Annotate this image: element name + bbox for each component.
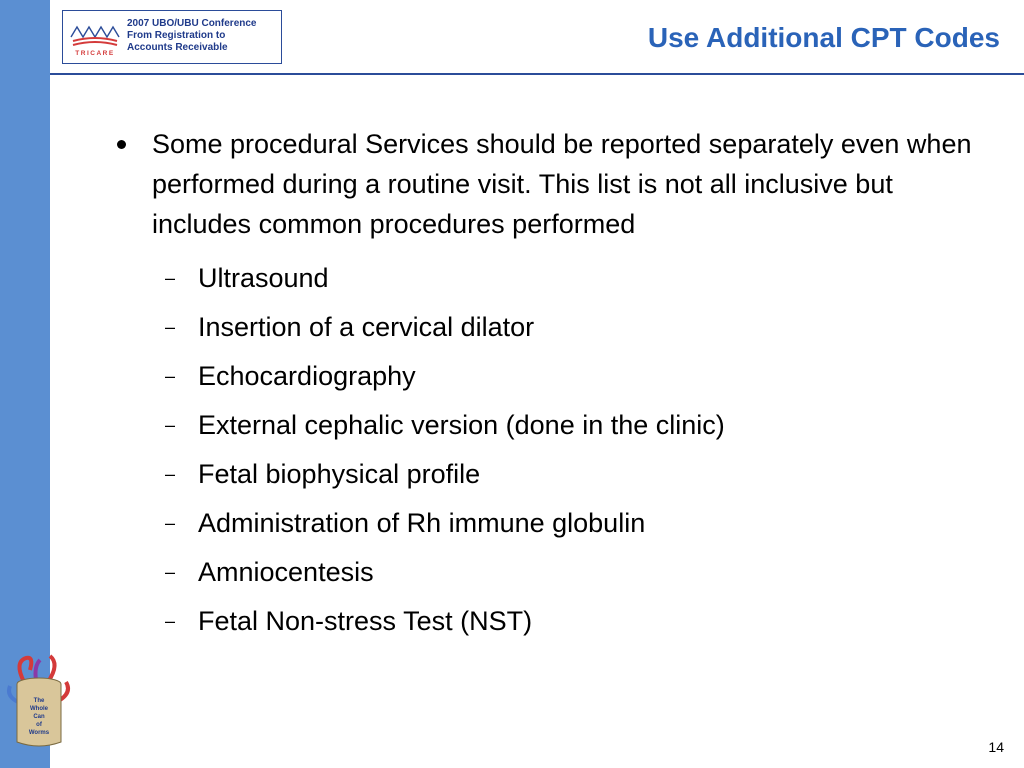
header-divider [50,73,1024,75]
dash-icon: – [165,366,176,386]
tricare-logo-icon [67,17,123,57]
logo-line-2: From Registration to [127,30,226,41]
sub-item [110,450,990,499]
sub-list [110,254,990,646]
sub-item-label: External cephalic version (done in the clinic) [198,410,725,440]
logo-line-1: 2007 UBO/UBU Conference [127,18,257,29]
worms-text-5: Worms [28,730,50,736]
logo-line-3: Accounts Receivable [127,42,228,53]
sub-item [110,548,990,597]
worms-text-4: of [36,722,42,728]
sub-item-label: Administration of Rh immune globulin [198,508,646,538]
sub-item-label: Ultrasound [198,263,329,293]
sub-item [110,352,990,401]
dash-icon: – [165,562,176,582]
sub-item-label: Insertion of a cervical dilator [198,312,535,342]
dash-icon: – [165,317,176,337]
sub-item [110,303,990,352]
worms-text-3: Can [33,714,45,720]
worms-text-1: The [33,698,45,704]
sub-item-label: Fetal biophysical profile [198,459,481,489]
dash-icon: – [165,415,176,435]
slide-title: Use Additional CPT Codes [647,22,1000,53]
slide-content [110,124,990,646]
sub-item [110,401,990,450]
bullet-dot-icon [117,140,126,149]
sub-item [110,597,990,646]
worms-text-2: Whole [30,706,48,712]
sub-item-label: Amniocentesis [198,557,374,587]
dash-icon: – [165,268,176,288]
sub-item-label: Fetal Non-stress Test (NST) [198,606,533,636]
conference-logo [62,10,282,64]
dash-icon: – [165,611,176,631]
main-bullet-text: Some procedural Services should be reported separately even when performed during a routine visit. This list is not all inclusive but includes common procedures performed [152,129,972,239]
sub-item [110,254,990,303]
sub-item [110,499,990,548]
dash-icon: – [165,464,176,484]
page-number: 14 [988,739,1004,755]
whole-can-of-worms-logo-icon [4,652,74,752]
logo-mark-text: TRICARE [75,50,115,57]
sub-item-label: Echocardiography [198,361,416,391]
dash-icon: – [165,513,176,533]
logo-text [127,18,279,54]
main-bullet [110,124,990,244]
